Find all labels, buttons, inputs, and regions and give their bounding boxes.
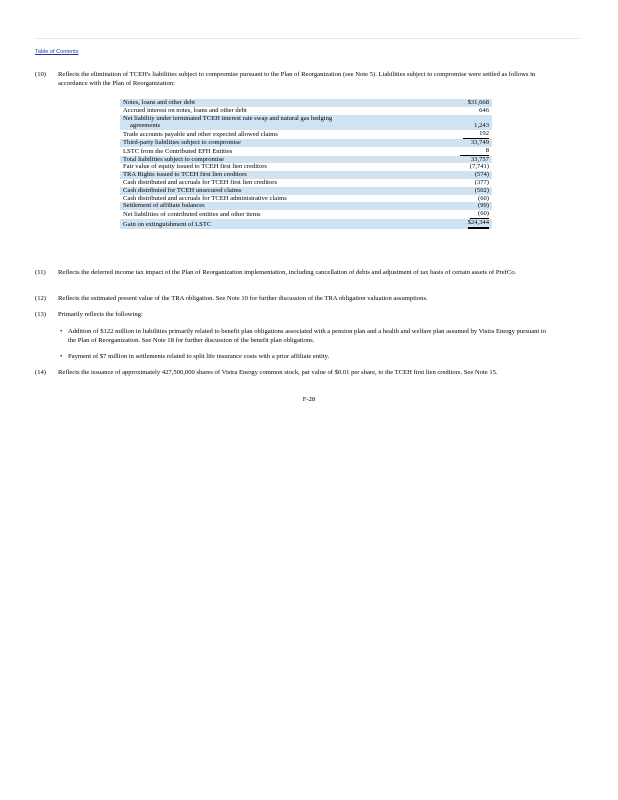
row-label: LSTC from the Contributed EFH Entities <box>123 147 233 155</box>
table-row <box>120 115 492 123</box>
note-12 <box>35 294 560 303</box>
row-label: TRA Rights issued to TCEH first lien creditors <box>120 171 426 179</box>
row-amount: (99) <box>478 202 489 210</box>
table-row <box>120 107 492 115</box>
note-13-bullet-2 <box>58 352 548 361</box>
row-label: Net liabilities of contributed entities and other items <box>123 211 261 219</box>
row-amount: 33,757 <box>470 155 489 163</box>
table-row <box>120 210 492 219</box>
row-label: Cash distributed for TCEH unsecured claims <box>120 187 426 195</box>
note-12-text: Reflects the estimated present value of the TRA obligation. See Note 10 for further discussion of the TRA obligation valuation assumptions. <box>58 295 428 302</box>
row-label: Cash distributed and accruals for TCEH first lien creditors <box>123 178 278 186</box>
row-amount: (574) <box>474 171 489 179</box>
note-10 <box>35 70 560 88</box>
row-amount: 33,749 <box>470 138 489 146</box>
row-label: Cash distributed and accruals for TCEH administrative claims <box>123 194 287 202</box>
row-amount: (377) <box>474 178 489 186</box>
page-number: F-28 <box>302 396 316 403</box>
row-amount: $24,344 <box>468 219 489 229</box>
row-amount: $31,668 <box>467 99 489 106</box>
row-label: Third-party liabilities subject to compromise <box>120 139 426 147</box>
table-row <box>120 202 492 210</box>
table-of-contents-link[interactable]: Table of Contents <box>35 49 79 55</box>
row-amount: (7,741) <box>469 163 489 171</box>
note-14-text: Reflects the issuance of approximately 427,500,000 shares of Vistra Energy common stock, par value of $0.01 per share, to the TCEH first lien creditors. See Note 15. <box>58 369 498 376</box>
table-row <box>120 163 492 171</box>
row-label: Notes, loans and other debt <box>120 99 426 107</box>
table-row <box>120 130 492 139</box>
table-row <box>120 179 492 187</box>
row-label: Total liabilities subject to compromise <box>120 156 426 164</box>
note-13-text: Primarily reflects the following: <box>58 311 143 318</box>
lstc-settlement-table <box>120 99 492 229</box>
note-13-number: (13) <box>35 311 46 318</box>
row-label: Settlement of affiliate balances <box>120 202 426 210</box>
table-row <box>120 219 492 229</box>
row-amount: 1,243 <box>474 122 489 130</box>
bullet-text: Payment of $7 million in settlements related to split life insurance costs with a prior affiliate entity. <box>68 353 330 360</box>
table-row <box>120 139 492 147</box>
table-row <box>120 99 492 107</box>
table-row <box>120 195 492 203</box>
row-amount: (502) <box>474 186 489 194</box>
bullet-text: Addition of $122 million in liabilities primarily related to benefit plan obligations associated with a pension plan and a health and welfare plan assumed by Vistra Energy pursuant to the Plan of Reorganization. See Note 18 for further discussion of the benefit plan obligations. <box>68 328 547 344</box>
note-14-number: (14) <box>35 369 46 376</box>
row-amount: 646 <box>479 106 489 114</box>
row-amount: 192 <box>463 130 489 139</box>
note-13-bullet-1 <box>58 327 548 345</box>
note-14 <box>35 368 560 377</box>
note-12-number: (12) <box>35 295 46 302</box>
note-13 <box>35 310 560 319</box>
row-amount: (60) <box>478 194 489 202</box>
row-label: agreements <box>120 122 426 130</box>
row-label: Gain on extinguishment of LSTC <box>120 219 426 229</box>
row-amount: 8 <box>460 147 489 156</box>
row-label: Fair value of equity issued to TCEH first lien creditors <box>123 163 267 171</box>
table-row <box>120 156 492 164</box>
note-11-text: Reflects the deferred income tax impact of the Plan of Reorganization implementation, including cancellation of debts and adjustment of tax basis of certain assets of PrefCo. <box>58 269 517 276</box>
note-11 <box>35 268 560 277</box>
note-11-number: (11) <box>35 269 46 276</box>
note-10-number: (10) <box>35 71 46 78</box>
table-row <box>120 171 492 179</box>
table-row <box>120 187 492 195</box>
row-label: Net liability under terminated TCEH interest rate swap and natural gas hedging <box>120 115 426 123</box>
note-10-text: Reflects the elimination of TCEH's liabilities subject to compromise pursuant to the Plan of Reorganization (see Note 5). Liabilities subject to compromise were settled as follows in accordance with the Plan of Reorganization: <box>58 71 536 87</box>
header-divider <box>35 38 580 39</box>
bullet-icon: • <box>60 328 63 335</box>
row-label: Accrued interest on notes, loans and other debt <box>123 106 247 114</box>
table-row <box>120 122 492 130</box>
table-row <box>120 147 492 156</box>
row-label: Trade accounts payable and other expected allowed claims <box>123 131 278 139</box>
row-amount: (60) <box>470 210 489 219</box>
bullet-icon: • <box>60 353 63 360</box>
